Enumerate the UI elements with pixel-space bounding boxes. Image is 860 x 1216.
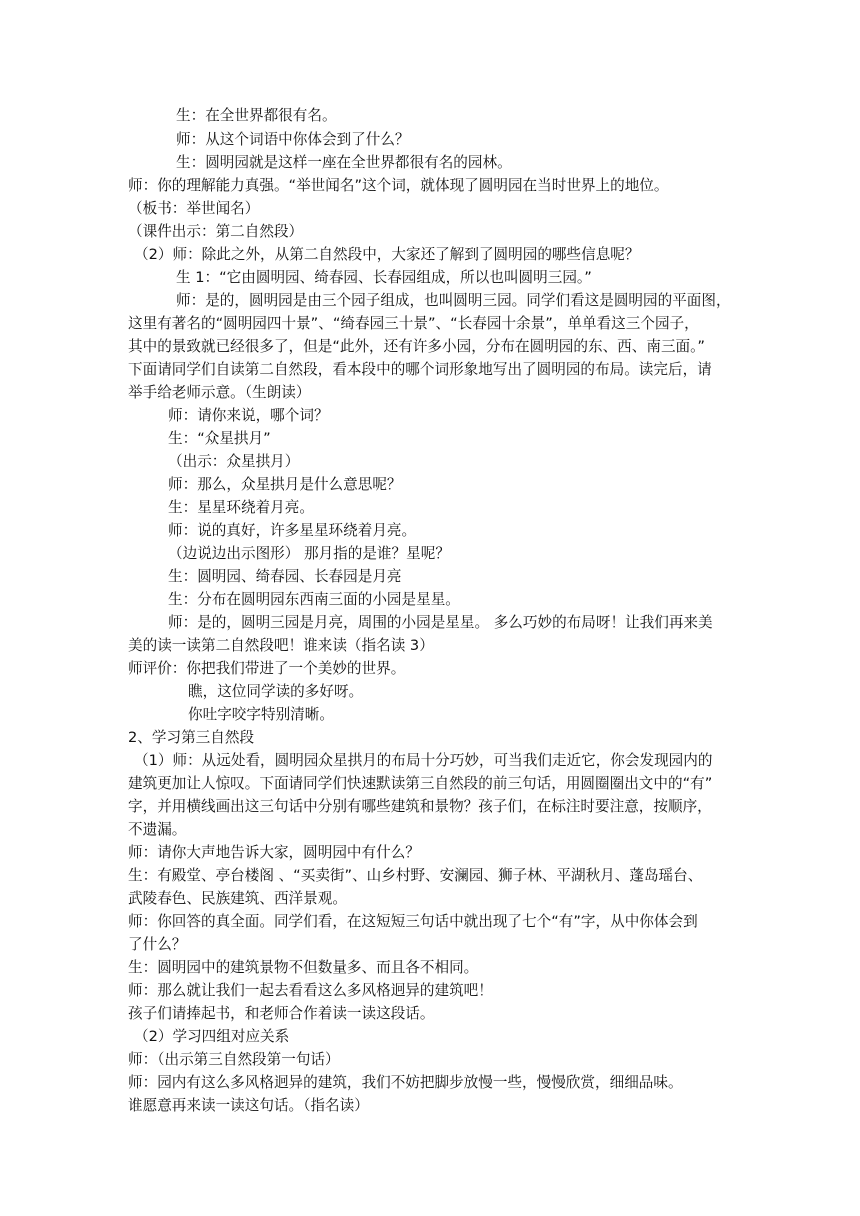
text-line: （边说边出示图形） 那月指的是谁？星呢？ — [168, 545, 450, 562]
text-line: 生：圆明园就是这样一座在全世界都很有名的园林。 — [176, 154, 512, 171]
text-line: 其中的景致就已经很多了，但是“此外，还有许多小园，分布在圆明园的东、西、南三面。” — [128, 338, 705, 355]
text-line: 建筑更加让人惊叹。下面请同学们快速默读第三自然段的前三句话，用圆圈圈出文中的“有” — [128, 775, 713, 792]
text-line: 师：说的真好，许多星星环绕着月亮。 — [168, 522, 417, 539]
text-line: 师：请你大声地告诉大家，圆明园中有什么？ — [128, 844, 420, 861]
text-line: 师：你回答的真全面。同学们看，在这短短三句话中就出现了七个“有”字，从中你体会到 — [128, 913, 698, 930]
text-line: 美的读一读第二自然段吧！谁来读（指名读 3） — [128, 637, 434, 654]
text-line: 武陵春色、民族建筑、西洋景观。 — [128, 890, 347, 907]
text-line: 师：你的理解能力真强。“举世闻名”这个词，就体现了圆明园在当时世界上的地位。 — [128, 177, 669, 194]
text-line: 生：在全世界都很有名。 — [176, 107, 337, 124]
text-line: 生：圆明园中的建筑景物不但数量多、而且各不相同。 — [128, 959, 479, 976]
text-line: 生：圆明园、绮春园、长春园是月亮 — [168, 568, 402, 585]
text-line: 这里有著名的“圆明园四十景”、“绮春园三十景”、“长春园十余景”，单单看这三个园子， — [128, 315, 699, 332]
text-line: 师：请你来说，哪个词？ — [168, 407, 329, 424]
section-heading: 2、学习第三自然段 — [128, 729, 255, 746]
text-line: 师：那么就让我们一起去看看这么多风格迥异的建筑吧！ — [128, 982, 493, 999]
text-line: 师：从这个词语中你体会到了什么？ — [176, 131, 410, 148]
text-line: 师：是的，圆明三园是月亮，周围的小园是星星。 多么巧妙的布局呀！让我们再来美 — [168, 614, 713, 631]
text-line: 孩子们请捧起书，和老师合作着读一读这段话。 — [128, 1005, 435, 1022]
text-line: 生：“众星拱月” — [168, 430, 271, 447]
text-line: 师：那么，众星拱月是什么意思呢？ — [168, 476, 402, 493]
text-line: 举手给老师示意。（生朗读） — [128, 384, 311, 401]
text-line: 瞧，这位同学读的多好呀。 — [188, 683, 364, 700]
text-line: 了什么？ — [128, 936, 187, 953]
text-line: 不遗漏。 — [128, 821, 187, 838]
text-line: 师：园内有这么多风格迥异的建筑，我们不妨把脚步放慢一些，慢慢欣赏，细细品味。 — [128, 1074, 683, 1091]
text-line: （1）师：从远处看，圆明园众星拱月的布局十分巧妙，可当我们走近它，你会发现园内的 — [134, 752, 713, 769]
text-line: 生：有殿堂、亭台楼阁 、“买卖街”、山乡村野、安澜园、狮子林、平湖秋月、蓬岛瑶台、 — [128, 867, 703, 884]
text-line: 生 1：“它由圆明园、绮春园、长春园组成，所以也叫圆明三园。” — [176, 269, 592, 286]
text-line: （板书：举世闻名） — [128, 200, 260, 217]
text-line: 生：分布在圆明园东西南三面的小园是星星。 — [168, 591, 460, 608]
text-line: （2）师：除此之外，从第二自然段中，大家还了解到了圆明园的哪些信息呢？ — [134, 246, 640, 263]
text-line: 师：（出示第三自然段第一句话） — [128, 1051, 340, 1068]
text-line: 字，并用横线画出这三句话中分别有哪些建筑和景物？孩子们，在标注时要注意，按顺序， — [128, 798, 712, 815]
text-line: 下面请同学们自读第二自然段，看本段中的哪个词形象地写出了圆明园的布局。读完后，请 — [128, 361, 712, 378]
text-line: （2）学习四组对应关系 — [134, 1028, 290, 1045]
text-line: 生：星星环绕着月亮。 — [168, 499, 314, 516]
text-line: 师评价：你把我们带进了一个美妙的世界。 — [128, 660, 406, 677]
text-line: （出示：众星拱月） — [168, 453, 300, 470]
text-line: 谁愿意再来读一读这句话。（指名读） — [128, 1097, 369, 1114]
text-line: 你吐字咬字特别清晰。 — [188, 706, 334, 723]
text-line: （课件出示：第二自然段） — [128, 223, 304, 240]
text-line: 师：是的，圆明园是由三个园子组成，也叫圆明三园。同学们看这是圆明园的平面图， — [176, 292, 731, 309]
